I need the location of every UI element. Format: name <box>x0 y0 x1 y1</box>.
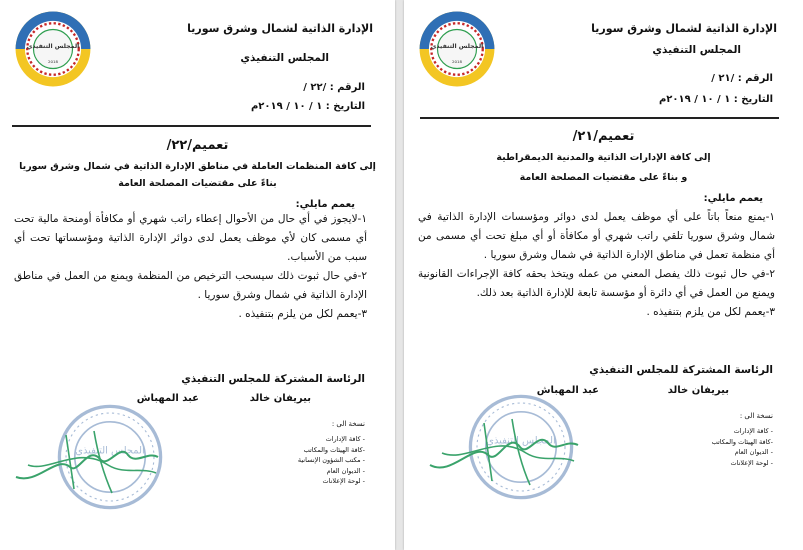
copy-to-label: نسخة الى : <box>739 412 773 420</box>
point-1: ١-لايجوز في أي حال من الأحوال إعطاء راتب شهري أو مكافأة أومنحة مالية تحت أي مسمى كان لأي موظف يعمل لدى دوائر الإدارة الذاتية ومؤسساتها تحت أي سبب من الأسباب. <box>14 213 367 263</box>
list-item: -كافة الهيئات والمكاتب <box>303 445 365 454</box>
list-item: - مكتب الشؤون الإنسانية <box>297 456 365 464</box>
point-3: ٣-يعمم لكل من يلزم بتنفيذه . <box>646 306 775 318</box>
header-divider <box>12 125 371 127</box>
list-item: - كافة الإدارات <box>733 427 773 435</box>
point-3: ٣-يعمم لكل من يلزم بتنفيذه . <box>238 308 367 320</box>
preamble-line: بناءً على مقتضيات المصلحة العامة <box>118 178 277 189</box>
handwritten-signature <box>424 405 584 495</box>
signatory-name-2: عبد المهباش <box>536 385 599 396</box>
executive-council-seal-logo <box>14 10 92 88</box>
seal-center-text: المجلس التنفيذي <box>430 43 484 51</box>
circular-title: تعميم/٢١/ <box>572 129 635 144</box>
circular-body <box>14 210 367 324</box>
stamp-text: المجلس التنفيذي <box>75 445 145 457</box>
list-item: - الديوان العام <box>326 466 365 475</box>
seal-center-text: المجلس التنفيذي <box>26 43 80 51</box>
header-divider <box>420 117 779 119</box>
addressee-line: إلى كافة المنظمات العاملة في مناطق الإدارة الذاتية في شمال وشرق سوريا <box>19 161 376 172</box>
organization-name: الإدارة الذاتية لشمال وشرق سوريا <box>187 22 373 35</box>
announce-line: يعمم مايلي: <box>703 193 763 204</box>
circular-body <box>418 208 775 322</box>
document-date: التاريخ : ١ / ١٠ / ٢٠١٩م <box>250 101 365 112</box>
addressee-line: إلى كافة الإدارات الذاتية والمدنية الديمقراطية <box>496 152 711 163</box>
list-item: - كافة الإدارات <box>325 435 365 443</box>
handwritten-signature <box>8 415 168 505</box>
signatory-name-1: بيريفان خالد <box>667 385 729 396</box>
council-name: المجلس التنفيذي <box>652 44 741 56</box>
document-date: التاريخ : ١ / ١٠ / ٢٠١٩م <box>658 94 773 105</box>
copy-to-label: نسخة الى : <box>331 420 365 428</box>
list-item: -كافة الهيئات والمكاتب <box>711 437 773 446</box>
organization-name: الإدارة الذاتية لشمال وشرق سوريا <box>591 22 777 35</box>
signature-title: الرئاسة المشتركة للمجلس التنفيذي <box>589 364 773 376</box>
circular-title: تعميم/٢٢/ <box>166 138 229 153</box>
copy-recipients-list <box>298 434 365 487</box>
list-item: - لوحة الإعلانات <box>730 458 773 467</box>
point-2: ٢-في حال ثبوت ذلك سيسحب الترخيص من المنظمة ويمنع من العمل في مناطق الإدارة الذاتية في شمال وشرق سوريا . <box>14 270 367 301</box>
document-page-circular-22 <box>0 0 395 550</box>
executive-council-seal-logo <box>418 10 496 88</box>
copy-recipients-list <box>712 426 773 468</box>
seal-year: 2018 <box>452 59 462 65</box>
reference-number: الرقم : /٢٢ / <box>303 82 365 93</box>
list-item: - الديوان العام <box>734 448 773 456</box>
stamp-text: المجلس التنفيذي <box>486 435 556 447</box>
list-item: - لوحة الإعلانات <box>322 477 365 485</box>
seal-year: 2018 <box>48 59 58 65</box>
document-page-circular-21 <box>404 0 803 550</box>
preamble-line: و بناءً على مقتضيات المصلحة العامة <box>519 172 688 183</box>
reference-number: الرقم : /٢١ / <box>711 73 773 84</box>
announce-line: يعمم مايلي: <box>295 199 355 210</box>
signatory-name-2: عبد المهباش <box>136 393 199 404</box>
point-2: ٢-في حال ثبوت ذلك يفصل المعني من عمله ويتخذ بحقه كافة الإجراءات القانونية ويمنع من العمل في أي دائرة أو مؤسسة تابعة للإدارة الذاتية بعد ذلك. <box>418 268 775 299</box>
signatory-name-1: بيريفان خالد <box>249 393 311 404</box>
signature-title: الرئاسة المشتركة للمجلس التنفيذي <box>181 373 365 385</box>
council-name: المجلس التنفيذي <box>240 52 329 64</box>
point-1: ١-يمنع منعاً باتاً على أي موظف يعمل لدى دوائر ومؤسسات الإدارة الذاتية في شمال وشرق سوريا تلقي راتب شهري أو مكافأة أو أي مبلغ تحت أي مسمى من أي منظمة تعمل في مناطق الإدارة الذاتية في شمال وشرق سوريا . <box>418 211 775 261</box>
